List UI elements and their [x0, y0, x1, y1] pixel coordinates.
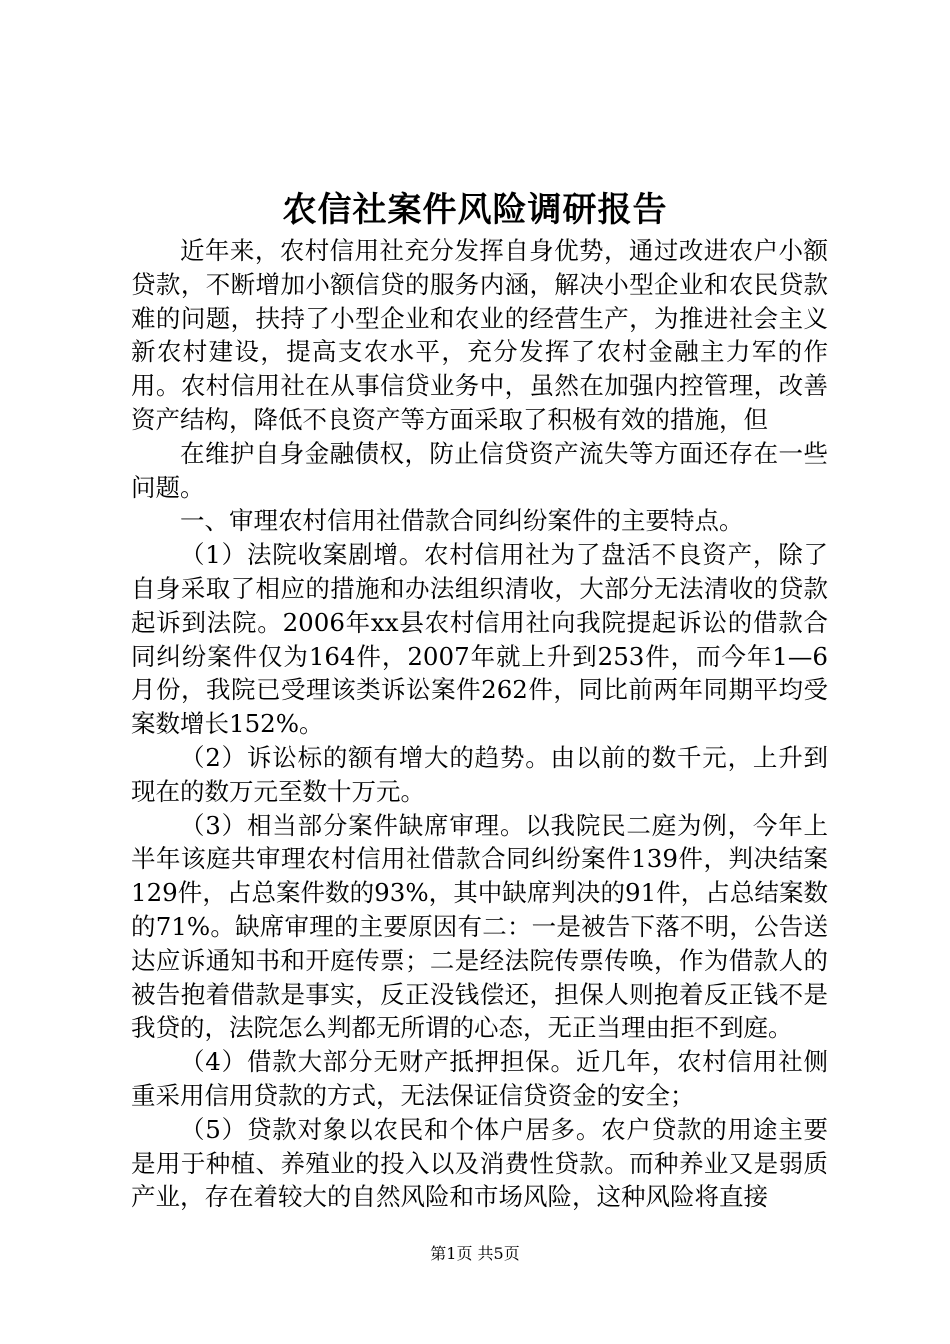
paragraph-problems: 在维护自身金融债权，防止信贷资产流失等方面还存在一些问题。	[131, 438, 828, 502]
paragraph-item-5: （5）贷款对象以农民和个体户居多。农户贷款的用途主要是用于种植、养殖业的投入以及消费性贷款。而种养业又是弱质产业，存在着较大的自然风险和市场风险，这种风险将直接	[131, 1114, 828, 1212]
paragraph-item-2: （2）诉讼标的额有增大的趋势。由以前的数千元，上升到现在的数万元至数十万元。	[131, 742, 828, 806]
paragraph-item-1: （1）法院收案剧增。农村信用社为了盘活不良资产，除了自身采取了相应的措施和办法组织清收，大部分无法清收的贷款起诉到法院。2006年xx县农村信用社向我院提起诉讼的借款合同纠纷案件仅为164件，2007年就上升到253件，而今年1—6月份，我院已受理该类诉讼案件262件，同比前两年同期平均受案数增长152%。	[131, 540, 828, 739]
paragraph-item-3: （3）相当部分案件缺席审理。以我院民二庭为例，今年上半年该庭共审理农村信用社借款合同纠纷案件139件，判决结案129件，占总案件数的93%，其中缺席判决的91件，占总结案数的71%。缺席审理的主要原因有二：一是被告下落不明，公告送达应诉通知书和开庭传票；二是经法院传票传唤，作为借款人的被告抱着借款是事实，反正没钱偿还，担保人则抱着反正钱不是我贷的，法院怎么判都无所谓的心态，无正当理由拒不到庭。	[131, 810, 828, 1043]
section-heading-features: 一、审理农村信用社借款合同纠纷案件的主要特点。	[180, 506, 744, 536]
paragraph-item-4: （4）借款大部分无财产抵押担保。近几年，农村信用社侧重采用信用贷款的方式，无法保证信贷资金的安全；	[131, 1047, 828, 1110]
document-body	[131, 234, 828, 1214]
document-title: 农信社案件风险调研报告	[282, 190, 668, 230]
paragraph-intro: 近年来，农村信用社充分发挥自身优势，通过改进农户小额贷款，不断增加小额信贷的服务内涵，解决小型企业和农民贷款难的问题，扶持了小型企业和农业的经营生产，为推进社会主义新农村建设，提高支农水平，充分发挥了农村金融主力军的作用。农村信用社在从事信贷业务中，虽然在加强内控管理，改善资产结构，降低不良资产等方面采取了积极有效的措施，但	[131, 236, 828, 434]
page-footer: 第1页 共5页	[430, 1244, 520, 1263]
